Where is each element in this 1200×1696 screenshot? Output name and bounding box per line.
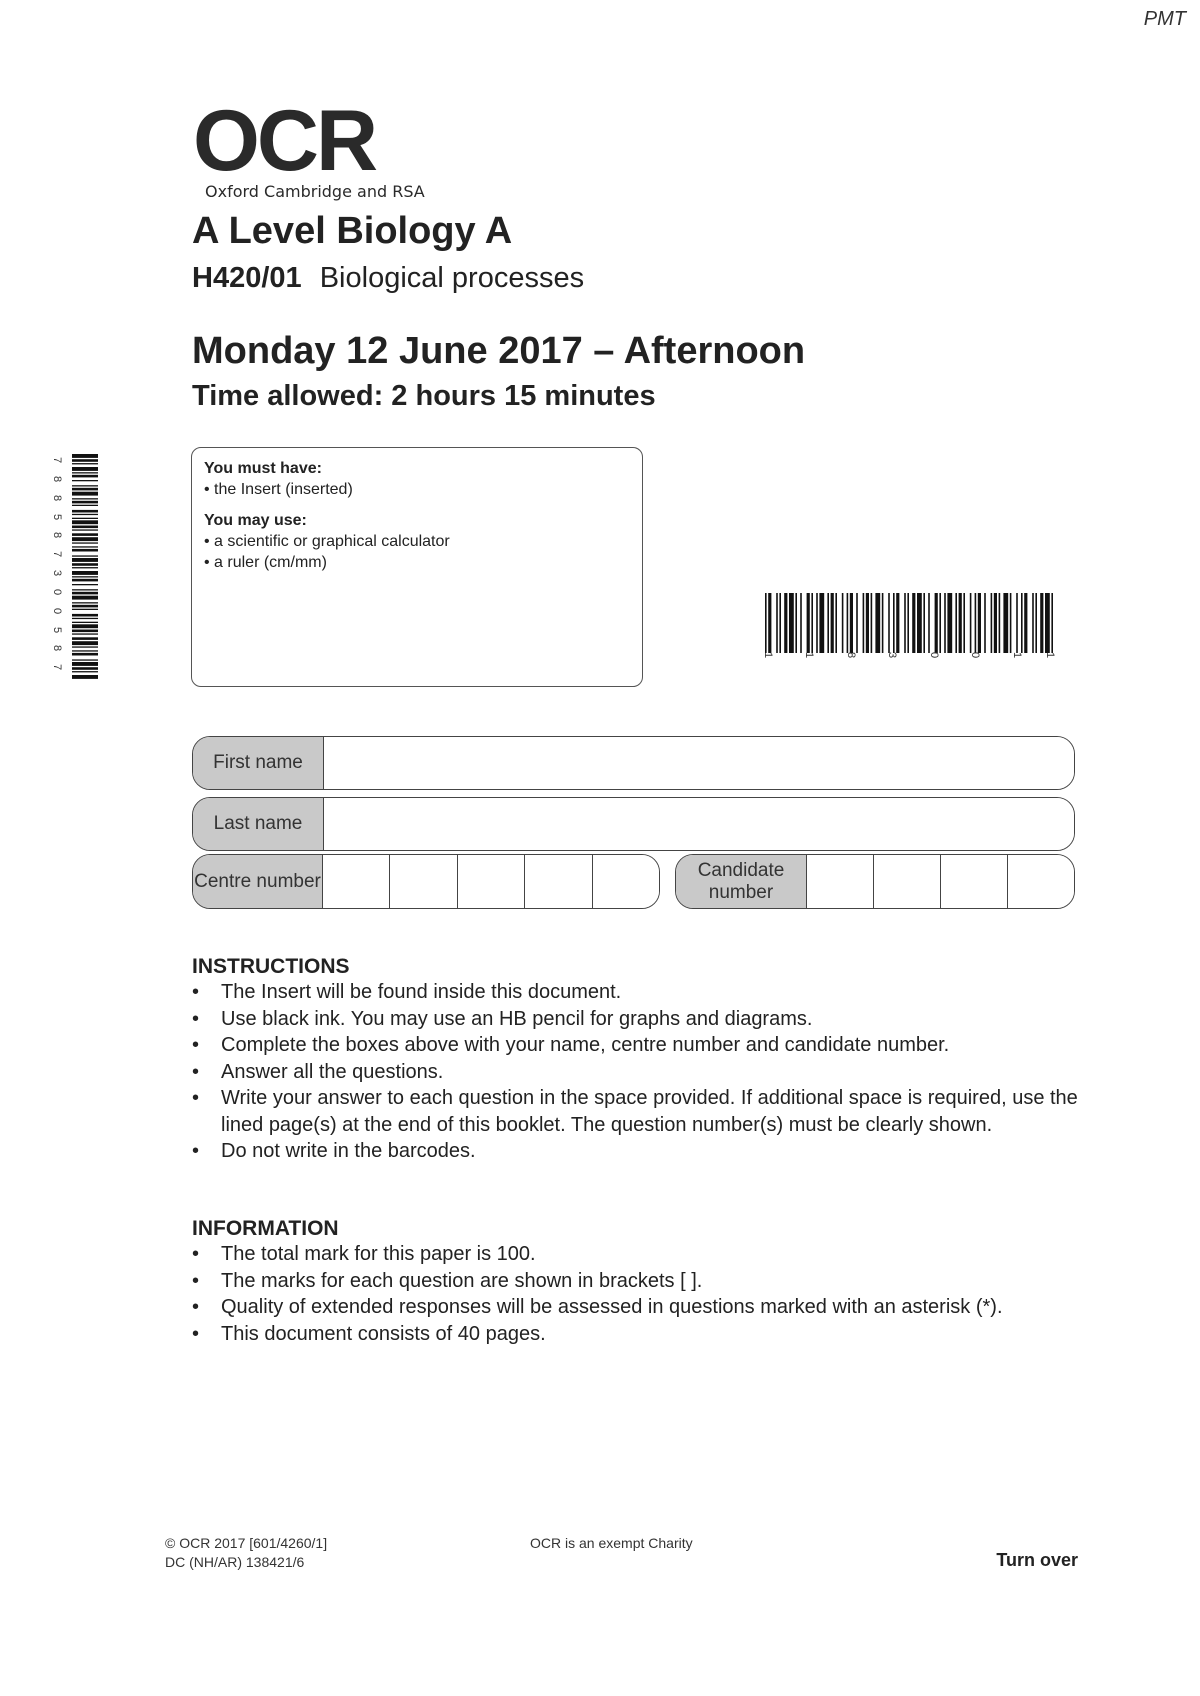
barcode-bar <box>776 593 778 653</box>
barcode-bar <box>847 593 849 653</box>
may-use-item: • a ruler (cm/mm) <box>204 554 327 571</box>
barcode-bar <box>72 671 98 672</box>
barcode-bar <box>72 467 98 471</box>
candidate-number-digit[interactable] <box>807 855 873 908</box>
barcode-bar <box>994 593 997 653</box>
barcode-bar <box>72 472 98 473</box>
barcode-bar <box>72 624 98 628</box>
barcode-bar <box>72 667 98 670</box>
barcode-digit: 8 <box>51 475 64 482</box>
barcode-bar <box>768 593 771 653</box>
corner-label: PMT <box>1143 8 1186 30</box>
barcode-digit: 1 <box>762 651 775 659</box>
may-use-label: You may use: <box>204 512 307 529</box>
barcode-bar <box>72 633 98 634</box>
barcode-bar <box>866 593 869 653</box>
barcode-bar <box>72 488 98 491</box>
centre-number-digit[interactable] <box>457 855 524 908</box>
barcode-bar <box>904 593 906 653</box>
barcode-bar <box>835 593 837 653</box>
barcode-bar <box>939 593 941 653</box>
barcode-bar <box>888 593 890 653</box>
barcode-bar <box>856 593 858 653</box>
barcode-bar <box>72 520 98 524</box>
instructions-list <box>192 979 1082 1165</box>
last-name-row <box>192 797 1075 851</box>
barcode-bar <box>1045 593 1050 653</box>
barcode-bar <box>842 593 844 653</box>
turn-over: Turn over <box>996 1550 1078 1570</box>
barcode-bar <box>907 593 909 653</box>
barcode-bar <box>72 662 98 666</box>
barcode-bar <box>955 593 957 653</box>
barcode-bar <box>72 510 98 513</box>
barcode-bar <box>72 526 98 529</box>
barcode-vertical <box>72 454 98 680</box>
barcode-bar <box>72 571 98 575</box>
barcode-bar <box>984 593 986 653</box>
barcode-bar <box>72 584 98 585</box>
barcode-digit: 0 <box>927 651 940 659</box>
barcode-digit: 3 <box>886 651 899 659</box>
barcode-bar <box>970 593 972 653</box>
barcode-digit: 1 <box>1044 651 1057 659</box>
first-name-row <box>192 736 1075 790</box>
instruction-item: • Use black ink. You may use an HB pencil for graphs and diagrams. <box>192 1007 813 1030</box>
barcode-bar <box>72 463 98 464</box>
barcode-horizontal-digits <box>762 649 1057 667</box>
information-item: • This document consists of 40 pages. <box>192 1322 546 1345</box>
barcode-bar <box>72 614 98 617</box>
candidate-number-digit[interactable] <box>940 855 1007 908</box>
barcode-digit: 7 <box>51 664 64 671</box>
barcode-bar <box>975 593 977 653</box>
barcode-bar <box>72 576 98 577</box>
barcode-bar <box>72 537 98 541</box>
information-list <box>192 1241 1082 1347</box>
barcode-bar <box>72 618 98 619</box>
barcode-bar <box>72 567 98 568</box>
barcode-bar <box>72 609 98 610</box>
may-use-item: • a scientific or graphical calculator <box>204 533 450 550</box>
barcode-bar <box>991 593 993 653</box>
barcode-bar <box>72 533 98 536</box>
instruction-item: • Do not write in the barcodes. <box>192 1140 476 1162</box>
barcode-bar <box>72 454 98 458</box>
barcode-bar <box>1003 593 1008 653</box>
barcode-digit: 8 <box>51 532 64 539</box>
barcode-bar <box>850 593 853 653</box>
barcode-bar <box>72 492 98 496</box>
candidate-number-digit[interactable] <box>1007 855 1074 908</box>
barcode-bar <box>72 505 98 506</box>
reference-text: DC (NH/AR) 138421/6 <box>165 1554 305 1570</box>
centre-number-digit[interactable] <box>389 855 456 908</box>
instruction-item: • Answer all the questions. <box>192 1060 444 1083</box>
barcode-bar <box>72 475 98 478</box>
exam-title: A Level Biology A <box>192 210 513 252</box>
barcode-digit: 8 <box>51 645 64 652</box>
centre-number-digit[interactable] <box>524 855 591 908</box>
logo-letters: OCR <box>193 93 376 189</box>
candidate-number-label: Candidate number <box>676 855 807 908</box>
barcode-bar <box>831 593 834 653</box>
barcode-bar <box>72 514 98 515</box>
centre-number-digit[interactable] <box>323 855 389 908</box>
information-section <box>192 1217 1082 1347</box>
centre-number-row <box>192 854 660 909</box>
barcode-bar <box>912 593 915 653</box>
barcode-bar <box>72 558 98 562</box>
barcode-bar <box>1010 593 1012 653</box>
information-item: • Quality of extended responses will be assessed in questions marked with an asterisk (*). <box>192 1296 1003 1318</box>
barcode-bar <box>72 555 98 556</box>
ocr-logo <box>193 93 443 201</box>
barcode-bar <box>959 593 962 653</box>
barcode-bar <box>795 593 797 653</box>
barcode-bar <box>871 593 873 653</box>
barcode-bar <box>947 593 952 653</box>
barcode-digit: 3 <box>51 569 64 577</box>
barcode-digit: 7 <box>51 456 64 464</box>
instructions-heading: INSTRUCTIONS <box>192 955 350 978</box>
barcode-bar <box>1040 593 1043 653</box>
footer-left <box>165 1534 327 1572</box>
barcode-bar <box>72 622 98 623</box>
barcode-bar <box>765 593 767 653</box>
barcode-bar <box>72 546 98 547</box>
barcode-digit: 7 <box>51 551 64 558</box>
barcode-bar <box>72 646 98 647</box>
barcode-bar <box>999 593 1001 653</box>
logo-subtitle: Oxford Cambridge and RSA <box>205 182 425 201</box>
paper-line <box>192 262 584 295</box>
exam-date: Monday 12 June 2017 – Afternoon <box>192 330 806 372</box>
barcode-bar <box>882 593 884 653</box>
barcode-bar <box>1035 593 1037 653</box>
barcode-bar <box>978 593 981 653</box>
barcode-digit: 1 <box>1010 651 1023 659</box>
last-name-label: Last name <box>193 798 324 850</box>
barcode-bar <box>72 485 98 486</box>
barcode-bar <box>1024 593 1027 653</box>
barcode-digit: 0 <box>969 651 982 659</box>
barcode-bar <box>863 593 865 653</box>
barcode-digit: 0 <box>51 607 64 614</box>
barcode-bar <box>72 596 98 600</box>
information-item: • The marks for each question are shown in brackets [ ]. <box>192 1269 703 1292</box>
instruction-item: • The Insert will be found inside this document. <box>192 981 622 1003</box>
barcode-bar <box>917 593 922 653</box>
barcode-bar <box>72 675 98 679</box>
barcode-bar <box>72 579 98 582</box>
first-name-field[interactable] <box>324 737 1074 789</box>
barcode-bar <box>875 593 880 653</box>
centre-number-digit[interactable] <box>592 855 659 908</box>
barcode-bar <box>72 459 98 462</box>
barcode-bar <box>72 641 98 645</box>
barcode-digit: 5 <box>51 513 64 520</box>
candidate-number-digit[interactable] <box>873 855 940 908</box>
information-heading: INFORMATION <box>192 1217 339 1240</box>
barcode-bar <box>72 637 98 640</box>
paper-name: Biological processes <box>319 262 585 294</box>
barcode-bar <box>72 602 98 603</box>
barcode-digit: 8 <box>844 651 857 659</box>
barcode-bar <box>944 593 946 653</box>
barcode-bar <box>800 593 802 653</box>
time-allowed: Time allowed: 2 hours 15 minutes <box>192 380 656 412</box>
instruction-item: • Complete the boxes above with your name, centre number and candidate number. <box>192 1034 950 1056</box>
first-name-label: First name <box>193 737 324 789</box>
barcode-bar <box>811 593 813 653</box>
barcode-vertical-digits <box>51 454 66 680</box>
last-name-field[interactable] <box>324 798 1074 850</box>
barcode-digit: 8 <box>51 494 64 501</box>
barcode-bar <box>72 630 98 633</box>
barcode-bar <box>1032 593 1034 653</box>
barcode-bar <box>72 653 98 656</box>
barcode-bar <box>928 593 930 653</box>
must-have-label: You must have: <box>204 460 322 477</box>
barcode-bar <box>1021 593 1023 653</box>
barcode-bar <box>72 549 98 552</box>
barcode-bar <box>72 659 98 660</box>
barcode-bar <box>72 592 98 595</box>
barcode-bar <box>72 518 98 519</box>
barcode-bar <box>893 593 895 653</box>
copyright-text: © OCR 2017 [601/4260/1] <box>165 1535 328 1551</box>
barcode-bar <box>827 593 829 653</box>
centre-number-label: Centre number <box>193 855 323 908</box>
centre-number-cells <box>323 855 659 908</box>
must-have-item: • the Insert (inserted) <box>204 481 353 498</box>
barcode-bar <box>72 501 98 504</box>
barcode-bar <box>72 498 98 499</box>
barcode-bar <box>963 593 965 653</box>
barcode-bar <box>1016 593 1018 653</box>
barcode-bar <box>72 589 98 590</box>
barcode-digit: 5 <box>51 626 64 633</box>
barcode-bar <box>1051 593 1053 653</box>
instruction-item: • Write your answer to each question in the space provided. If additional space is required, use the lined page(s) at the end of this booklet. The question number(s) must be clearly shown. <box>192 1087 1078 1136</box>
barcode-horizontal <box>765 593 1055 653</box>
barcode-bar <box>72 542 98 543</box>
barcode-bar <box>789 593 794 653</box>
barcode-bar <box>816 593 818 653</box>
barcode-bar <box>72 563 98 566</box>
barcode-bar <box>72 605 98 608</box>
instructions-section <box>192 955 1082 1165</box>
barcode-bar <box>784 593 787 653</box>
barcode-digit: 1 <box>803 651 816 659</box>
paper-code: H420/01 <box>192 262 302 294</box>
materials-box <box>191 447 643 687</box>
barcode-bar <box>896 593 899 653</box>
barcode-bar <box>72 480 98 481</box>
barcode-bar <box>72 650 98 651</box>
candidate-number-cells <box>807 855 1074 908</box>
barcode-bar <box>819 593 824 653</box>
barcode-bar <box>935 593 938 653</box>
information-item: • The total mark for this paper is 100. <box>192 1243 536 1265</box>
barcode-bar <box>72 529 98 530</box>
charity-text: OCR is an exempt Charity <box>530 1535 693 1551</box>
candidate-number-row <box>675 854 1075 909</box>
barcode-bar <box>779 593 781 653</box>
barcode-bar <box>923 593 925 653</box>
barcode-digit: 0 <box>51 588 64 595</box>
barcode-bar <box>807 593 810 653</box>
